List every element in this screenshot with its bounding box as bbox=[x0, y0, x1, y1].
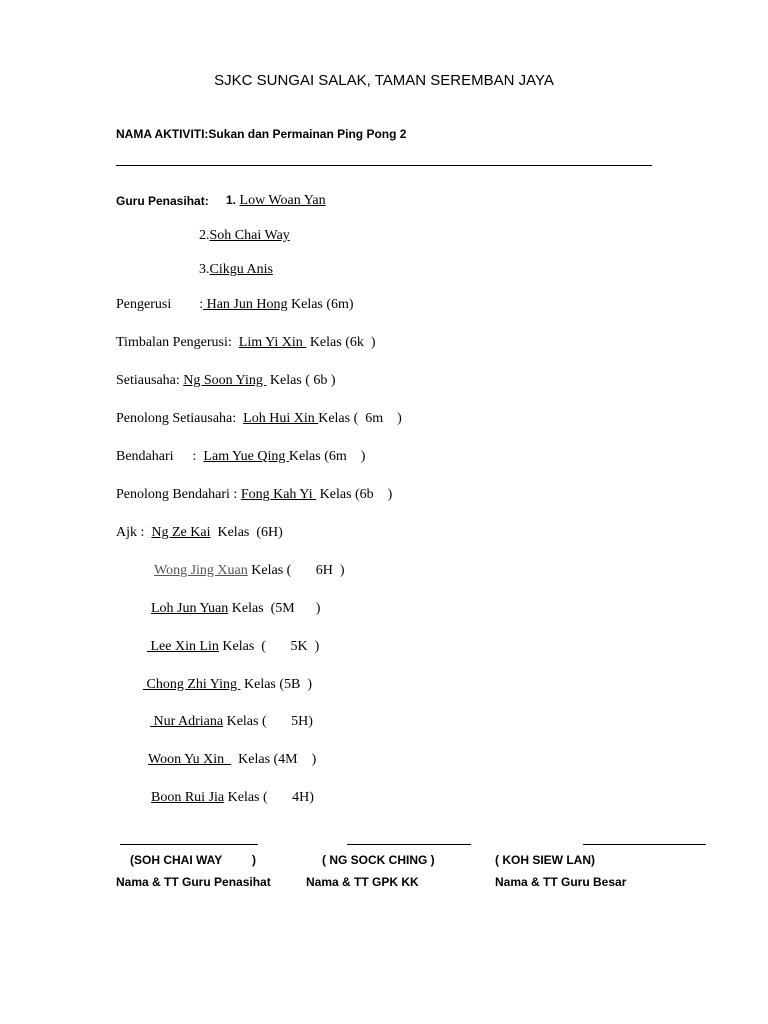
ajk-row-1 bbox=[116, 525, 283, 541]
committee-row-bendahari bbox=[116, 449, 365, 465]
role-label: Setiausaha: bbox=[116, 373, 180, 388]
member-class: Kelas (6b ) bbox=[319, 487, 393, 502]
member-name: Wong Jing Xuan bbox=[154, 563, 248, 578]
signature-title-guru-besar: Nama & TT Guru Besar bbox=[495, 875, 627, 889]
role-label: Bendahari bbox=[116, 449, 174, 464]
ajk-row-5 bbox=[143, 677, 312, 693]
advisor-row-3 bbox=[199, 262, 273, 278]
member-class: Kelas (6k ) bbox=[309, 335, 376, 350]
member-class: Kelas (5B ) bbox=[240, 677, 313, 692]
signature-name-guru-besar: ( KOH SIEW LAN) bbox=[495, 853, 595, 867]
role-separator: : bbox=[199, 297, 204, 312]
member-class: Kelas ( 6m ) bbox=[318, 411, 402, 426]
signature-line-guru-besar bbox=[583, 844, 706, 845]
ajk-row-7 bbox=[148, 752, 316, 768]
member-class: Kelas (6m ) bbox=[288, 449, 366, 464]
member-class: Kelas ( 4H) bbox=[227, 790, 314, 805]
signature-title-penasihat: Nama & TT Guru Penasihat bbox=[116, 875, 271, 889]
member-class: Kelas ( 6b ) bbox=[269, 373, 336, 388]
ajk-row-4 bbox=[147, 639, 319, 655]
member-name: Han Jun Hong bbox=[203, 297, 288, 312]
member-name: Ng Soon Ying bbox=[183, 373, 267, 388]
advisor-number: 3. bbox=[199, 262, 210, 277]
ajk-row-8 bbox=[151, 790, 314, 806]
member-name: Nur Adriana bbox=[150, 714, 224, 729]
ajk-row-6 bbox=[150, 714, 313, 730]
committee-row-timbalan bbox=[116, 335, 376, 351]
signature-name-gpk: ( NG SOCK CHING ) bbox=[322, 853, 435, 867]
signature-title-gpk: Nama & TT GPK KK bbox=[306, 875, 419, 889]
member-name: Chong Zhi Ying bbox=[143, 677, 241, 692]
ajk-label: Ajk : bbox=[116, 525, 145, 540]
member-class: Kelas ( 5K ) bbox=[222, 639, 320, 654]
committee-row-setiausaha bbox=[116, 373, 336, 389]
advisor-row-1 bbox=[226, 193, 326, 209]
advisor-row-2 bbox=[199, 228, 290, 244]
signature-name-penasihat: (SOH CHAI WAY ) bbox=[130, 853, 257, 867]
member-name: Ng Ze Kai bbox=[151, 525, 211, 540]
advisor-number: 1. bbox=[226, 193, 237, 207]
member-name: Lam Yue Qing bbox=[203, 449, 289, 464]
member-name: Fong Kah Yi bbox=[240, 487, 317, 502]
committee-row-penolong-bendahari bbox=[116, 487, 392, 503]
advisor-number: 2. bbox=[199, 228, 210, 243]
advisor-name: Low Woan Yan bbox=[239, 193, 326, 208]
member-name: Lee Xin Lin bbox=[147, 639, 219, 654]
header-divider bbox=[116, 165, 652, 166]
committee-row-pengerusi bbox=[116, 297, 354, 313]
role-label: Penolong Bendahari : bbox=[116, 487, 238, 502]
role-label: Timbalan Pengerusi: bbox=[116, 335, 232, 350]
member-class: Kelas (4M ) bbox=[231, 752, 317, 767]
signature-line-gpk bbox=[347, 844, 471, 845]
role-separator: : bbox=[192, 449, 197, 464]
role-label: Pengerusi bbox=[116, 297, 172, 312]
committee-row-penolong-setiausaha bbox=[116, 411, 402, 427]
member-name: Loh Hui Xin bbox=[243, 411, 319, 426]
member-class: Kelas ( 5H) bbox=[226, 714, 313, 729]
member-name: Woon Yu Xin bbox=[148, 752, 232, 767]
member-class: Kelas (6H) bbox=[213, 525, 283, 540]
ajk-row-2 bbox=[154, 563, 345, 579]
role-label: Penolong Setiausaha: bbox=[116, 411, 237, 426]
advisor-name: Soh Chai Way bbox=[209, 228, 290, 243]
member-name: Boon Rui Jia bbox=[151, 790, 225, 805]
member-class: Kelas ( 6H ) bbox=[251, 563, 345, 578]
advisor-name: Cikgu Anis bbox=[209, 262, 273, 277]
member-name: Lim Yi Xin bbox=[238, 335, 307, 350]
advisor-label: Guru Penasihat: bbox=[116, 194, 209, 208]
member-name: Loh Jun Yuan bbox=[151, 601, 229, 616]
ajk-row-3 bbox=[151, 601, 320, 617]
signature-line-penasihat bbox=[120, 844, 258, 845]
activity-name: NAMA AKTIVITI:Sukan dan Permainan Ping Pong 2 bbox=[116, 127, 407, 141]
school-title: SJKC SUNGAI SALAK, TAMAN SEREMBAN JAYA bbox=[214, 72, 554, 89]
member-class: Kelas (5M ) bbox=[231, 601, 321, 616]
member-class: Kelas (6m) bbox=[291, 297, 354, 312]
